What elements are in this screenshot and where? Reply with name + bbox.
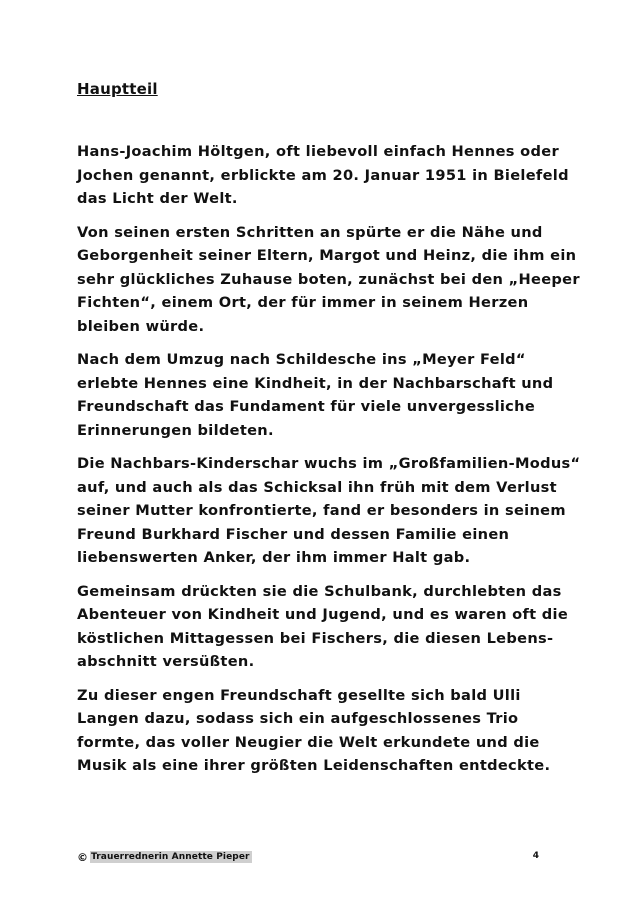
text-line: Freundschaft das Fundament für viele unvergessliche (77, 398, 536, 415)
page-footer (77, 851, 539, 865)
text-line: Nach dem Umzug nach Schildesche ins „Meyer Feld“ (77, 351, 526, 368)
text-line: Hans-Joachim Höltgen, oft liebevoll einfach Hennes oder (77, 143, 559, 160)
text-line: bleiben würde. (77, 317, 205, 335)
text-line: köstlichen Mittagessen bei Fischers, die diesen Lebens- (77, 629, 554, 647)
text-line: liebenswerten Anker, der ihm immer Halt gab. (77, 549, 471, 566)
text-line: Fichten“, einem Ort, der für immer in seinem Herzen (77, 294, 529, 311)
footer-author: Trauerrednerin Annette Pieper (91, 852, 250, 862)
text-line: erlebte Hennes eine Kindheit, in der Nachbarschaft und (77, 374, 554, 392)
text-line: formte, das voller Neugier die Welt erkundete und die (77, 733, 540, 751)
text-line: Gemeinsam drückten sie die Schulbank, durchlebten das (77, 582, 562, 600)
paragraph-4 (77, 452, 581, 570)
text-line: Musik als eine ihrer größten Leidenschaften entdeckte. (77, 757, 551, 774)
text-line: Freund Burkhard Fischer und dessen Familie einen (77, 525, 510, 543)
paragraph-5 (77, 580, 569, 674)
text-line: Die Nachbars-Kinderschar wuchs im „Großfamilien-Modus“ (77, 455, 581, 472)
body-text (77, 140, 581, 788)
text-line: Erinnerungen bildeten. (77, 421, 274, 439)
text-line: sehr glückliches Zuhause boten, zunächst bei den „Heeper (77, 270, 580, 288)
text-line: abschnitt versüßten. (77, 653, 255, 670)
copyright-symbol: © (77, 851, 88, 864)
text-line: Geborgenheit seiner Eltern, Margot und Heinz, die ihm ein (77, 247, 577, 264)
text-line: Abenteuer von Kindheit und Jugend, und es waren oft die (77, 606, 569, 623)
page-number: 4 (532, 851, 539, 861)
paragraph-2 (77, 221, 580, 339)
text-line: Zu dieser engen Freundschaft gesellte sich bald Ulli (77, 686, 521, 704)
paragraph-6 (77, 684, 562, 778)
paragraph-3 (77, 348, 562, 442)
text-line: seiner Mutter konfrontierte, fand er besonders in seinem (77, 502, 566, 519)
text-line: das Licht der Welt. (77, 190, 238, 207)
section-heading: Hauptteil (77, 80, 158, 98)
text-line: auf, und auch als das Schicksal ihn früh mit dem Verlust (77, 478, 557, 496)
text-line: Langen dazu, sodass sich ein aufgeschlossenes Trio (77, 710, 519, 727)
paragraph-1 (77, 140, 569, 211)
text-line: Von seinen ersten Schritten an spürte er die Nähe und (77, 223, 543, 241)
text-line: Jochen genannt, erblickte am 20. Januar 1951 in Bielefeld (77, 166, 569, 184)
